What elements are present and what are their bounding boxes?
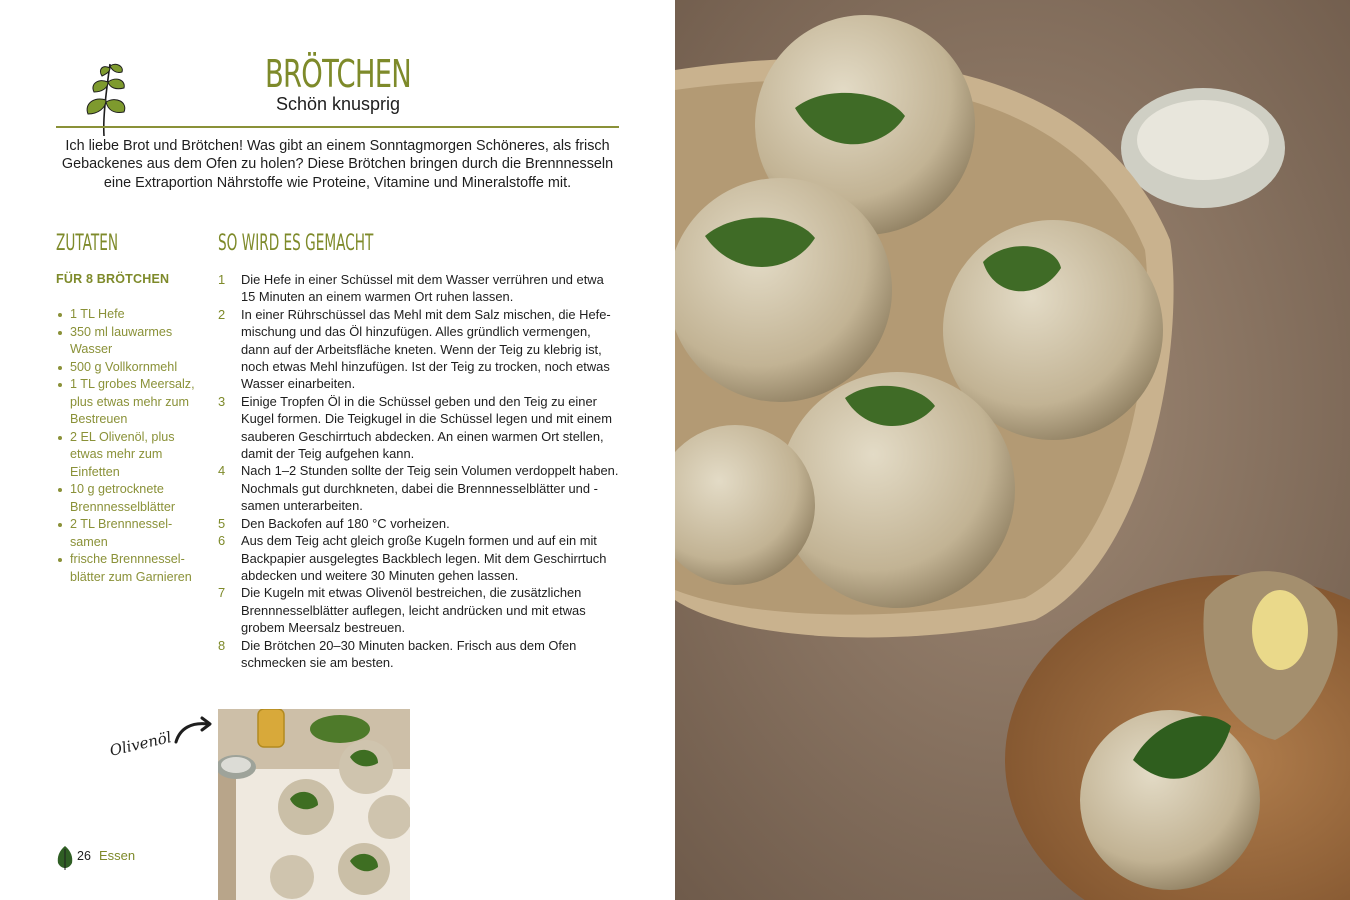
step-number: 7 (218, 585, 226, 601)
ingredient-list (56, 306, 206, 586)
title-divider (56, 126, 619, 128)
ingredient-item: 2 TL Brennnessel-samen (56, 516, 206, 551)
method-step (218, 271, 620, 306)
page-number: 26 (77, 849, 91, 863)
step-number: 6 (218, 533, 226, 549)
method-step (218, 515, 620, 532)
step-text: Einige Tropfen Öl in die Schüssel geben und den Teig zu einer Kugel formen. Die Teigkugel in die Schüssel legen und mit einem sauberen Geschirrtuch abdecken. An einen warmen Ort stellen, damit der Teig aufgehen kann. (241, 393, 612, 462)
step-number: 5 (218, 515, 226, 531)
nettle-leaf-icon (56, 845, 74, 871)
ingredient-item: 10 g getrocknete Brennnesselblätter (56, 481, 206, 516)
method-step (218, 306, 620, 393)
right-page (675, 0, 1350, 900)
step-text: In einer Rührschüssel das Mehl mit dem Salz mischen, die Hefe-mischung und das Öl hinzufügen. Alles gründlich vermengen, dann auf der Arbeitsfläche kneten. Wenn der Teig zu klebrig ist, noch etwas Mehl hinzufügen. Ist der Teig zu trocken, noch etwas Wasser einarbeiten. (241, 306, 611, 392)
step-number: 2 (218, 306, 226, 322)
method-step (218, 393, 620, 463)
method-step (218, 462, 620, 514)
bread-rolls-photo (675, 0, 1350, 900)
step-number: 3 (218, 393, 226, 409)
ingredient-item: 500 g Vollkornmehl (56, 359, 206, 377)
step-text: Nach 1–2 Stunden sollte der Teig sein Volumen verdoppelt haben. Nochmals gut durchkneten, dabei die Brennnesselblätter und -samen unterarbeiten. (241, 463, 619, 514)
step-text: Den Backofen auf 180 °C vorheizen. (241, 515, 450, 531)
method-heading: SO WIRD ES GEMACHT (218, 231, 374, 256)
ingredient-item: 2 EL Olivenöl, plus etwas mehr zum Einfetten (56, 429, 206, 482)
step-text: Die Kugeln mit etwas Olivenöl bestreichen, die zusätzlichen Brennnesselblätter auflegen, leicht andrücken und mit etwas grobem Meersalz bestreuen. (241, 585, 586, 636)
method-step (218, 532, 620, 584)
ingredient-item: 350 ml lauwarmes Wasser (56, 324, 206, 359)
step-text: Aus dem Teig acht gleich große Kugeln formen und auf ein mit Backpapier ausgelegtes Backblech legen. Mit dem Geschirrtuch abdecken und weitere 30 Minuten gehen lassen. (241, 533, 607, 583)
ingredient-item: 1 TL Hefe (56, 306, 206, 324)
step-number: 1 (218, 272, 226, 287)
recipe-intro: Ich liebe Brot und Brötchen! Was gibt an einem Sonntagmorgen Schöneres, als frisch Gebackenes aus dem Ofen zu holen? Diese Brötchen bringen durch die Brennnesseln eine Extraportion Nährstoffe wie Proteine, Vitamine und Mineralstoffe mit. (61, 138, 614, 191)
section-name: Essen (99, 848, 136, 863)
recipe-title: BRÖTCHEN (264, 52, 412, 96)
servings-label: FÜR 8 BRÖTCHEN (56, 272, 170, 286)
curved-arrow-icon (172, 716, 216, 746)
ingredients-heading: ZUTATEN (56, 231, 119, 256)
step-text: Die Hefe in einer Schüssel mit dem Wasser verrühren und etwa 15 Minuten an einem warmen Ort ruhen lassen. (241, 272, 604, 305)
step-number: 8 (218, 637, 226, 653)
ingredient-item: 1 TL grobes Meersalz, plus etwas mehr zum Bestreuen (56, 376, 206, 429)
dough-balls-photo (218, 709, 410, 900)
ingredient-item: frische Brennnessel-blätter zum Garnieren (56, 551, 206, 586)
recipe-subtitle: Schön knusprig (275, 94, 401, 114)
step-number: 4 (218, 463, 226, 479)
method-steps (218, 271, 620, 671)
method-step (218, 584, 620, 636)
olive-oil-annotation: Olivenöl (107, 728, 174, 760)
method-step (218, 637, 620, 672)
step-text: Die Brötchen 20–30 Minuten backen. Frisch aus dem Ofen schmecken sie am besten. (241, 637, 577, 670)
